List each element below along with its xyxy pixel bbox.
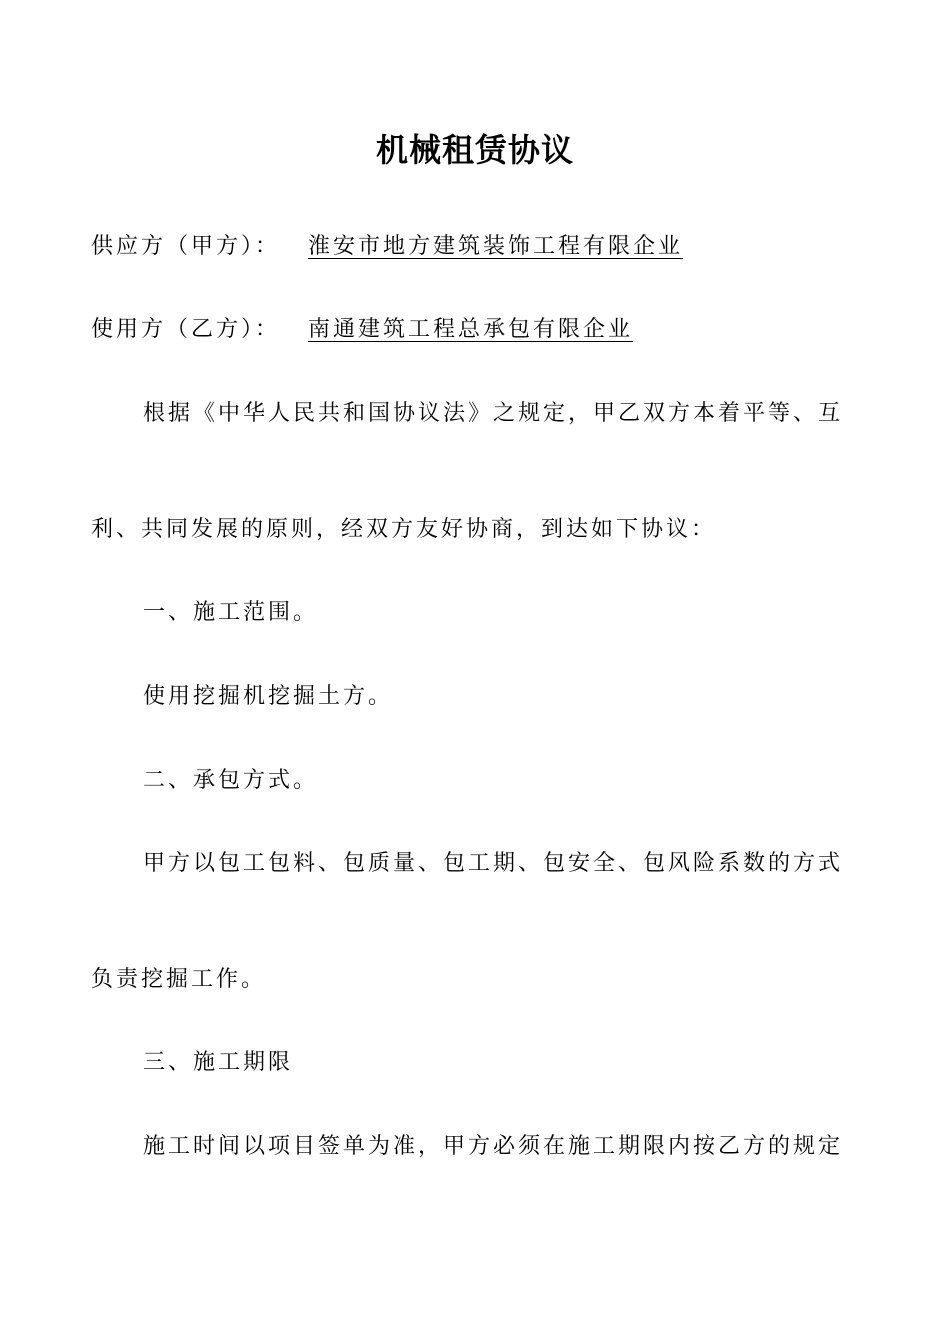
period-paragraph-line-1: 施工时间以项目签单为准，甲方必须在施工期限内按乙方的规定 bbox=[143, 1134, 844, 1159]
supplier-name: 淮安市地方建筑装饰工程有限企业 bbox=[308, 234, 684, 259]
intro-paragraph-line-2: 利、共同发展的原则，经双方友好协商，到达如下协议： bbox=[91, 517, 717, 542]
user-label: 使用方（乙方）： bbox=[91, 317, 281, 342]
document-title: 机械租赁协议 bbox=[375, 131, 574, 169]
contract-mode-paragraph-line-2: 负责挖掘工作。 bbox=[91, 967, 267, 992]
section-heading-contract-mode: 二、承包方式。 bbox=[143, 768, 319, 793]
scope-paragraph: 使用挖掘机挖掘土方。 bbox=[143, 684, 394, 709]
supplier-label: 供应方（甲方）： bbox=[91, 234, 281, 259]
section-heading-scope: 一、施工范围。 bbox=[143, 600, 319, 625]
contract-mode-paragraph-line-1: 甲方以包工包料、包质量、包工期、包安全、包风险系数的方式 bbox=[143, 851, 844, 876]
user-row bbox=[91, 313, 891, 347]
intro-paragraph-line-1: 根据《中华人民共和国协议法》之规定，甲乙双方本着平等、互 bbox=[143, 401, 844, 426]
section-heading-period: 三、施工期限 bbox=[143, 1050, 294, 1075]
user-name: 南通建筑工程总承包有限企业 bbox=[308, 317, 634, 342]
supplier-row bbox=[91, 230, 891, 264]
